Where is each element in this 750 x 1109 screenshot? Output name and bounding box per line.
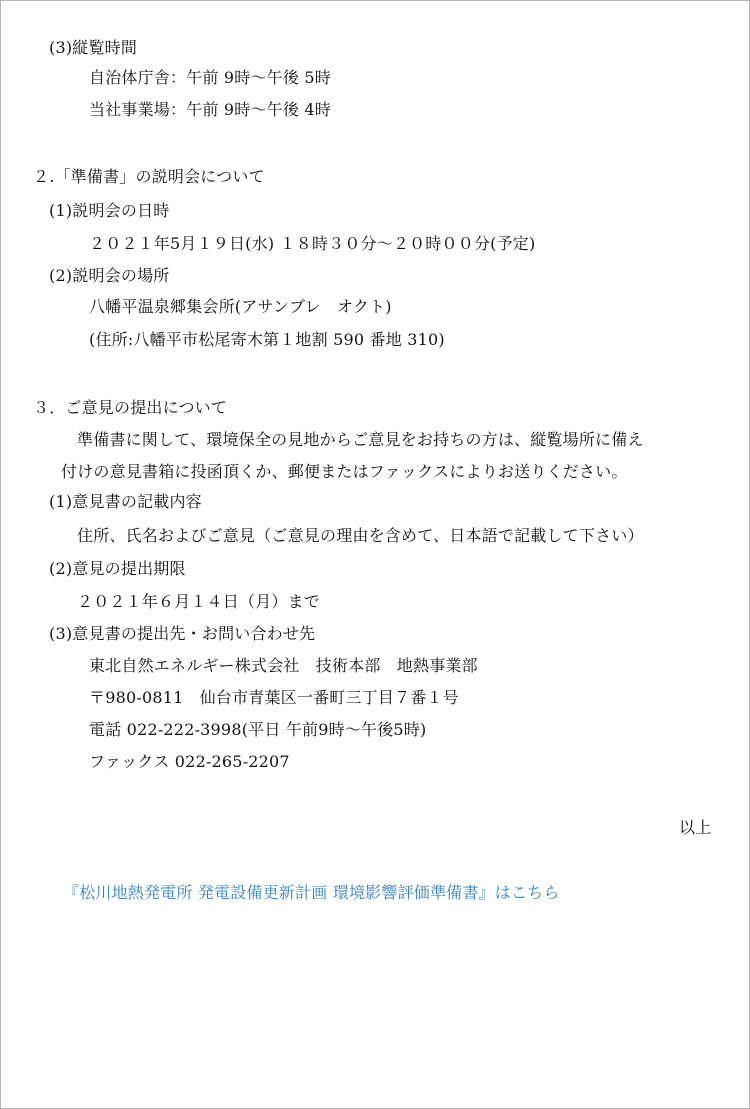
deadline-value: ２０２１年６月１４日（月）まで bbox=[77, 592, 321, 611]
assessment-document-link[interactable]: 『松川地熱発電所 発電設備更新計画 環境影響評価準備書』はこちら bbox=[63, 883, 560, 902]
meeting-place-heading: (2)説明会の場所 bbox=[49, 266, 170, 285]
closing-mark: 以上 bbox=[679, 818, 712, 837]
section2-heading: ２.「準備書」の説明会について bbox=[33, 167, 265, 186]
meeting-date-value: ２０２１年5月１９日(水) １８時３０分～２０時００分(予定) bbox=[89, 234, 536, 253]
inspection-hours-company: 当社事業場：午前 9時～午後 4時 bbox=[89, 100, 331, 119]
inspection-hours-heading: (3)縦覧時間 bbox=[49, 38, 138, 57]
inspection-hours-municipal: 自治体庁舎：午前 9時～午後 5時 bbox=[89, 68, 331, 87]
opinion-content-value: 住所、氏名およびご意見（ご意見の理由を含めて、日本語で記載して下さい） bbox=[77, 526, 644, 545]
contact-heading: (3)意見書の提出先・お問い合わせ先 bbox=[49, 624, 316, 643]
deadline-heading: (2)意見の提出期限 bbox=[49, 559, 186, 578]
meeting-date-heading: (1)説明会の日時 bbox=[49, 201, 170, 220]
meeting-place-name: 八幡平温泉郷集会所(アサンブレ オクト) bbox=[89, 297, 392, 316]
opinion-content-heading: (1)意見書の記載内容 bbox=[49, 492, 202, 511]
section3-intro-line1: 準備書に関して、環境保全の見地からご意見をお持ちの方は、縦覧場所に備え bbox=[77, 430, 644, 449]
contact-phone: 電話 022-222-3998(平日 午前9時～午後5時) bbox=[89, 720, 427, 739]
contact-company: 東北自然エネルギー株式会社 技術本部 地熱事業部 bbox=[89, 656, 478, 675]
section3-heading: ３．ご意見の提出について bbox=[33, 398, 228, 417]
meeting-place-address: (住所:八幡平市松尾寄木第１地割 590 番地 310) bbox=[89, 330, 445, 349]
contact-fax: ファックス 022-265-2207 bbox=[89, 752, 290, 771]
section3-intro-line2: 付けの意見書箱に投函頂くか、郵便またはファックスによりお送りください。 bbox=[61, 462, 628, 481]
contact-address: 〒980-0811 仙台市青葉区一番町三丁目７番１号 bbox=[89, 688, 459, 707]
